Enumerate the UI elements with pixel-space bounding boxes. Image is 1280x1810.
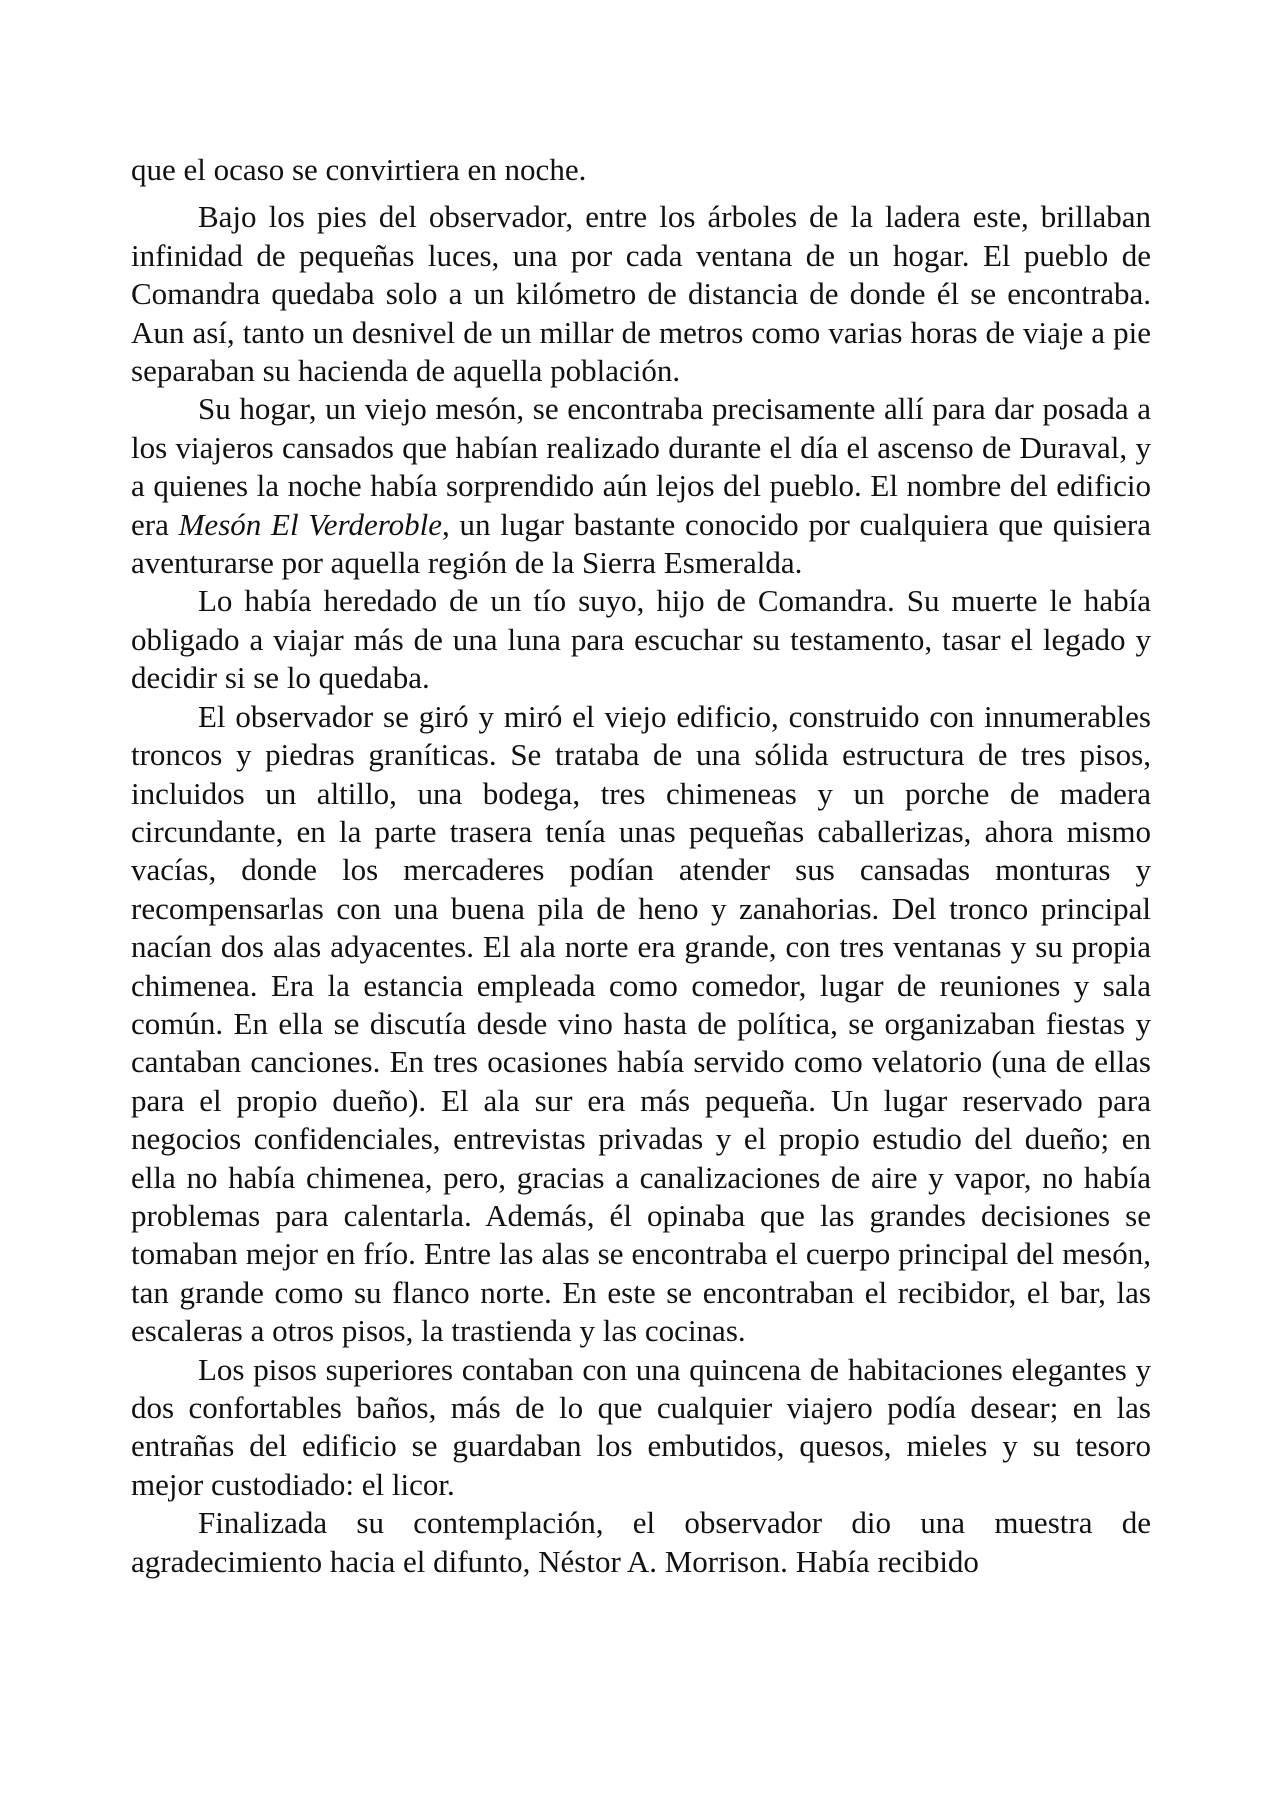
paragraph-6: Los pisos superiores contaban con una quincena de habitaciones elegantes y dos confortables baños, más de lo que cualquier viajero podía desear; en las entrañas del edificio se guardaban los embutidos, quesos, mieles y su tesoro mejor custodiado: el licor. [131, 1351, 1151, 1502]
paragraph-4: Lo había heredado de un tío suyo, hijo de Comandra. Su muerte le había obligado a viajar más de una luna para escuchar su testamento, tasar el legado y decidir si se lo quedaba. [131, 583, 1151, 696]
paragraph-3-start: Su hogar, un viejo mesón, se encontraba precisamente allí para dar posada a los viajeros cansados que habían realizado durante el día el ascenso de Duraval, y a quienes la noche había sorprendido aún lejos del pueblo. El nombre del edificio era [131, 391, 1151, 542]
paragraph-2: Bajo los pies del observador, entre los árboles de la ladera este, brillaban infinidad de pequeñas luces, una por cada ventana de un hogar. El pueblo de Comandra quedaba solo a un kilómetro de distancia de donde él se encontraba. Aun así, tanto un desnivel de un millar de metros como varias horas de viaje a pie separaban su hacienda de aquella población. [131, 199, 1151, 389]
body-text [131, 151, 1151, 1581]
paragraph-3 [131, 390, 1151, 582]
inn-name-italic: Mesón El Verderoble [178, 506, 443, 542]
paragraph-5: El observador se giró y miró el viejo edificio, construido con innumerables troncos y piedras graníticas. Se trataba de una sólida estructura de tres pisos, incluidos un altillo, una bodega, tres chimeneas y un porche de madera circundante, en la parte trasera tenía unas pequeñas caballerizas, ahora mismo vacías, donde los mercaderes podían atender sus cansadas monturas y recompensarlas con una buena pila de heno y zanahorias. Del tronco principal nacían dos alas adyacentes. El ala norte era grande, con tres ventanas y su propia chimenea. Era la estancia empleada como comedor, lugar de reuniones y sala común. En ella se discutía desde vino hasta de política, se organizaban fiestas y cantaban canciones. En tres ocasiones había servido como velatorio (una de ellas para el propio dueño). El ala sur era más pequeña. Un lugar reservado para negocios confidenciales, entrevistas privadas y el propio estudio del dueño; en ella no había chimenea, pero, gracias a canalizaciones de aire y vapor, no había problemas para calentarla. Además, él opinaba que las grandes decisiones se tomaban mejor en frío. Entre las alas se encontraba el cuerpo principal del mesón, tan grande como su flanco norte. En este se encontraban el recibidor, el bar, las escaleras a otros pisos, la trastienda y las cocinas. [131, 698, 1151, 1349]
paragraph-1: que el ocaso se convirtiera en noche. [131, 152, 587, 187]
paragraph-7: Finalizada su contemplación, el observador dio una muestra de agradecimiento hacia el difunto, Néstor A. Morrison. Había recibido [131, 1505, 1151, 1579]
paragraph-3-end: , un lugar bastante conocido por cualquiera que quisiera aventurarse por aquella región de la Sierra Esmeralda. [131, 506, 1151, 581]
